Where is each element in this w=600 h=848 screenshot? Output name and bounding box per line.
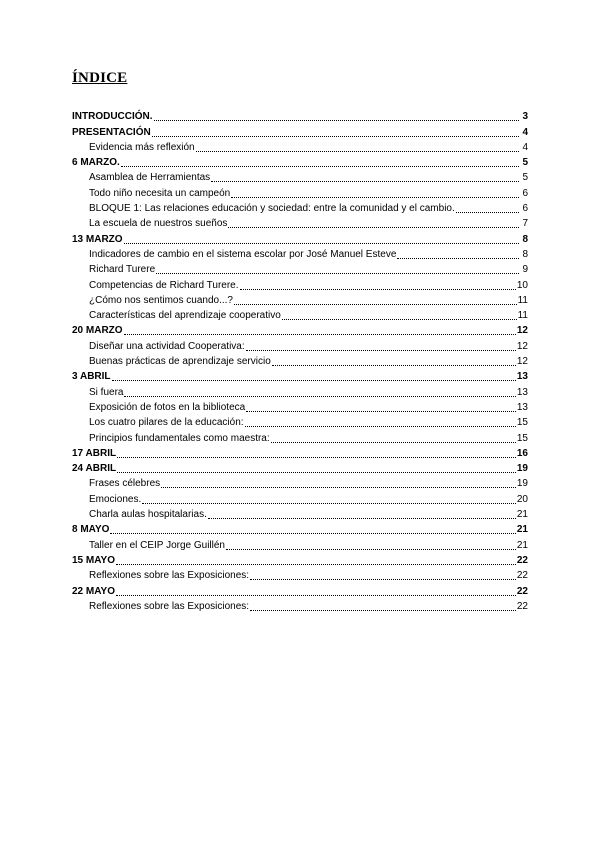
toc-subsection-entry[interactable] (72, 215, 528, 230)
toc-section-entry[interactable] (72, 322, 528, 337)
toc-entry-label: ¿Cómo nos sentimos cuando...? (89, 294, 233, 306)
toc-dot-leader (240, 280, 516, 290)
toc-page-number: 19 (516, 463, 528, 475)
toc-dot-leader (116, 555, 516, 565)
toc-dot-leader (231, 188, 519, 198)
toc-page-number: 10 (516, 279, 528, 291)
toc-dot-leader (245, 417, 516, 427)
toc-dot-leader (211, 172, 519, 182)
toc-entry-label: Todo niño necesita un campeón (89, 187, 231, 199)
toc-page-number: 7 (522, 218, 528, 230)
toc-entry-label: 17 ABRIL (72, 447, 117, 459)
toc-dot-leader (124, 234, 519, 244)
toc-subsection-entry[interactable] (72, 307, 528, 322)
toc-entry-label: Frases célebres (89, 478, 161, 490)
toc-entry-label: Exposición de fotos en la biblioteca (89, 401, 246, 413)
toc-entry-label: BLOQUE 1: Las relaciones educación y sociedad: entre la comunidad y el cambio. (89, 203, 455, 215)
toc-dot-leader (246, 341, 516, 351)
toc-dot-leader (250, 601, 516, 611)
toc-dot-leader (282, 310, 517, 320)
toc-section-entry[interactable] (72, 521, 528, 536)
toc-section-entry[interactable] (72, 108, 528, 123)
toc-dot-leader (272, 356, 516, 366)
toc-subsection-entry[interactable] (72, 246, 528, 261)
toc-entry-label: Richard Turere (89, 264, 156, 276)
toc-dot-leader (112, 371, 516, 381)
toc-dot-leader (124, 325, 516, 335)
toc-page-number: 6 (522, 187, 528, 199)
toc-entry-label: 20 MARZO (72, 325, 123, 337)
toc-dot-leader (152, 127, 519, 137)
toc-entry-label: Reflexiones sobre las Exposiciones: (89, 600, 250, 612)
toc-subsection-entry[interactable] (72, 184, 528, 199)
toc-page-number: 5 (522, 157, 528, 169)
toc-entry-label: Buenas prácticas de aprendizaje servicio (89, 356, 271, 368)
toc-entry-label: Indicadores de cambio en el sistema escolar por José Manuel Esteve (89, 248, 397, 260)
toc-dot-leader (456, 203, 519, 213)
toc-page-number: 8 (522, 248, 528, 260)
toc-subsection-entry[interactable] (72, 414, 528, 429)
toc-entry-label: 22 MAYO (72, 585, 115, 597)
toc-entry-label: Características del aprendizaje cooperativo (89, 310, 281, 322)
toc-page-number: 15 (516, 417, 528, 429)
toc-entry-label: Emociones. (89, 493, 142, 505)
toc-subsection-entry[interactable] (72, 276, 528, 291)
toc-section-entry[interactable] (72, 552, 528, 567)
toc-dot-leader (110, 524, 515, 534)
toc-section-entry[interactable] (72, 582, 528, 597)
toc-entry-label: Competencias de Richard Turere. (89, 279, 239, 291)
toc-page-number: 3 (522, 111, 528, 123)
toc-dot-leader (156, 264, 519, 274)
toc-page-number: 11 (517, 294, 528, 306)
index-title: ÍNDICE (72, 70, 128, 86)
toc-entry-label: La escuela de nuestros sueños (89, 218, 228, 230)
toc-dot-leader (208, 509, 516, 519)
toc-dot-leader (116, 586, 516, 596)
toc-page-number: 22 (516, 554, 528, 566)
toc-dot-leader (397, 249, 519, 259)
toc-subsection-entry[interactable] (72, 292, 528, 307)
toc-section-entry[interactable] (72, 123, 528, 138)
toc-subsection-entry[interactable] (72, 383, 528, 398)
table-of-contents (72, 108, 528, 613)
toc-page-number: 20 (516, 493, 528, 505)
toc-page-number: 22 (516, 570, 528, 582)
toc-subsection-entry[interactable] (72, 399, 528, 414)
toc-subsection-entry[interactable] (72, 200, 528, 215)
toc-dot-leader (250, 570, 516, 580)
toc-section-entry[interactable] (72, 368, 528, 383)
toc-entry-label: Principios fundamentales como maestra: (89, 432, 270, 444)
toc-page-number: 8 (522, 233, 528, 245)
toc-entry-label: Los cuatro pilares de la educación: (89, 417, 244, 429)
toc-subsection-entry[interactable] (72, 598, 528, 613)
toc-entry-label: Charla aulas hospitalarias. (89, 509, 207, 521)
toc-page-number: 16 (516, 447, 528, 459)
toc-entry-label: 24 ABRIL (72, 463, 117, 475)
toc-subsection-entry[interactable] (72, 567, 528, 582)
toc-dot-leader (124, 387, 515, 397)
toc-subsection-entry[interactable] (72, 139, 528, 154)
toc-entry-label: Si fuera (89, 386, 124, 398)
toc-page-number: 12 (516, 356, 528, 368)
toc-subsection-entry[interactable] (72, 337, 528, 352)
toc-subsection-entry[interactable] (72, 475, 528, 490)
toc-page-number: 5 (522, 172, 528, 184)
toc-page-number: 13 (516, 371, 528, 383)
toc-entry-label: INTRODUCCIÓN. (72, 111, 153, 123)
toc-dot-leader (154, 111, 519, 121)
toc-entry-label: Taller en el CEIP Jorge Guillén (89, 539, 225, 551)
toc-entry-label: 13 MARZO (72, 233, 123, 245)
toc-page-number: 4 (522, 141, 528, 153)
toc-page-number: 13 (516, 401, 528, 413)
toc-page-number: 15 (516, 432, 528, 444)
toc-page-number: 9 (522, 264, 528, 276)
toc-subsection-entry[interactable] (72, 506, 528, 521)
toc-dot-leader (246, 402, 516, 412)
toc-page-number: 21 (516, 509, 528, 521)
toc-entry-label: PRESENTACIÓN (72, 126, 151, 138)
toc-dot-leader (234, 295, 517, 305)
toc-entry-label: 3 ABRIL (72, 371, 111, 383)
toc-entry-label: 8 MAYO (72, 524, 110, 536)
toc-subsection-entry[interactable] (72, 169, 528, 184)
toc-subsection-entry[interactable] (72, 490, 528, 505)
toc-page-number: 6 (522, 203, 528, 215)
toc-dot-leader (117, 463, 516, 473)
toc-section-entry[interactable] (72, 230, 528, 245)
toc-page-number: 21 (516, 539, 528, 551)
toc-subsection-entry[interactable] (72, 261, 528, 276)
toc-section-entry[interactable] (72, 445, 528, 460)
toc-dot-leader (142, 494, 516, 504)
toc-entry-label: 6 MARZO. (72, 157, 120, 169)
toc-entry-label: Reflexiones sobre las Exposiciones: (89, 570, 250, 582)
toc-page-number: 12 (516, 325, 528, 337)
toc-page-number: 22 (516, 585, 528, 597)
toc-entry-label: 15 MAYO (72, 554, 115, 566)
toc-dot-leader (161, 478, 516, 488)
toc-dot-leader (117, 448, 516, 458)
toc-subsection-entry[interactable] (72, 536, 528, 551)
toc-subsection-entry[interactable] (72, 429, 528, 444)
toc-page-number: 4 (522, 126, 528, 138)
toc-dot-leader (226, 540, 516, 550)
toc-page-number: 12 (516, 340, 528, 352)
toc-dot-leader (196, 142, 519, 152)
toc-entry-label: Asamblea de Herramientas (89, 172, 211, 184)
toc-dot-leader (271, 433, 516, 443)
toc-page-number: 22 (516, 600, 528, 612)
toc-subsection-entry[interactable] (72, 353, 528, 368)
toc-section-entry[interactable] (72, 460, 528, 475)
toc-page-number: 21 (516, 524, 528, 536)
toc-page-number: 13 (516, 386, 528, 398)
toc-entry-label: Diseñar una actividad Cooperativa: (89, 340, 245, 352)
toc-entry-label: Evidencia más reflexión (89, 141, 195, 153)
toc-page-number: 11 (517, 310, 528, 322)
toc-dot-leader (121, 157, 519, 167)
toc-page-number: 19 (516, 478, 528, 490)
toc-section-entry[interactable] (72, 154, 528, 169)
toc-dot-leader (228, 218, 519, 228)
